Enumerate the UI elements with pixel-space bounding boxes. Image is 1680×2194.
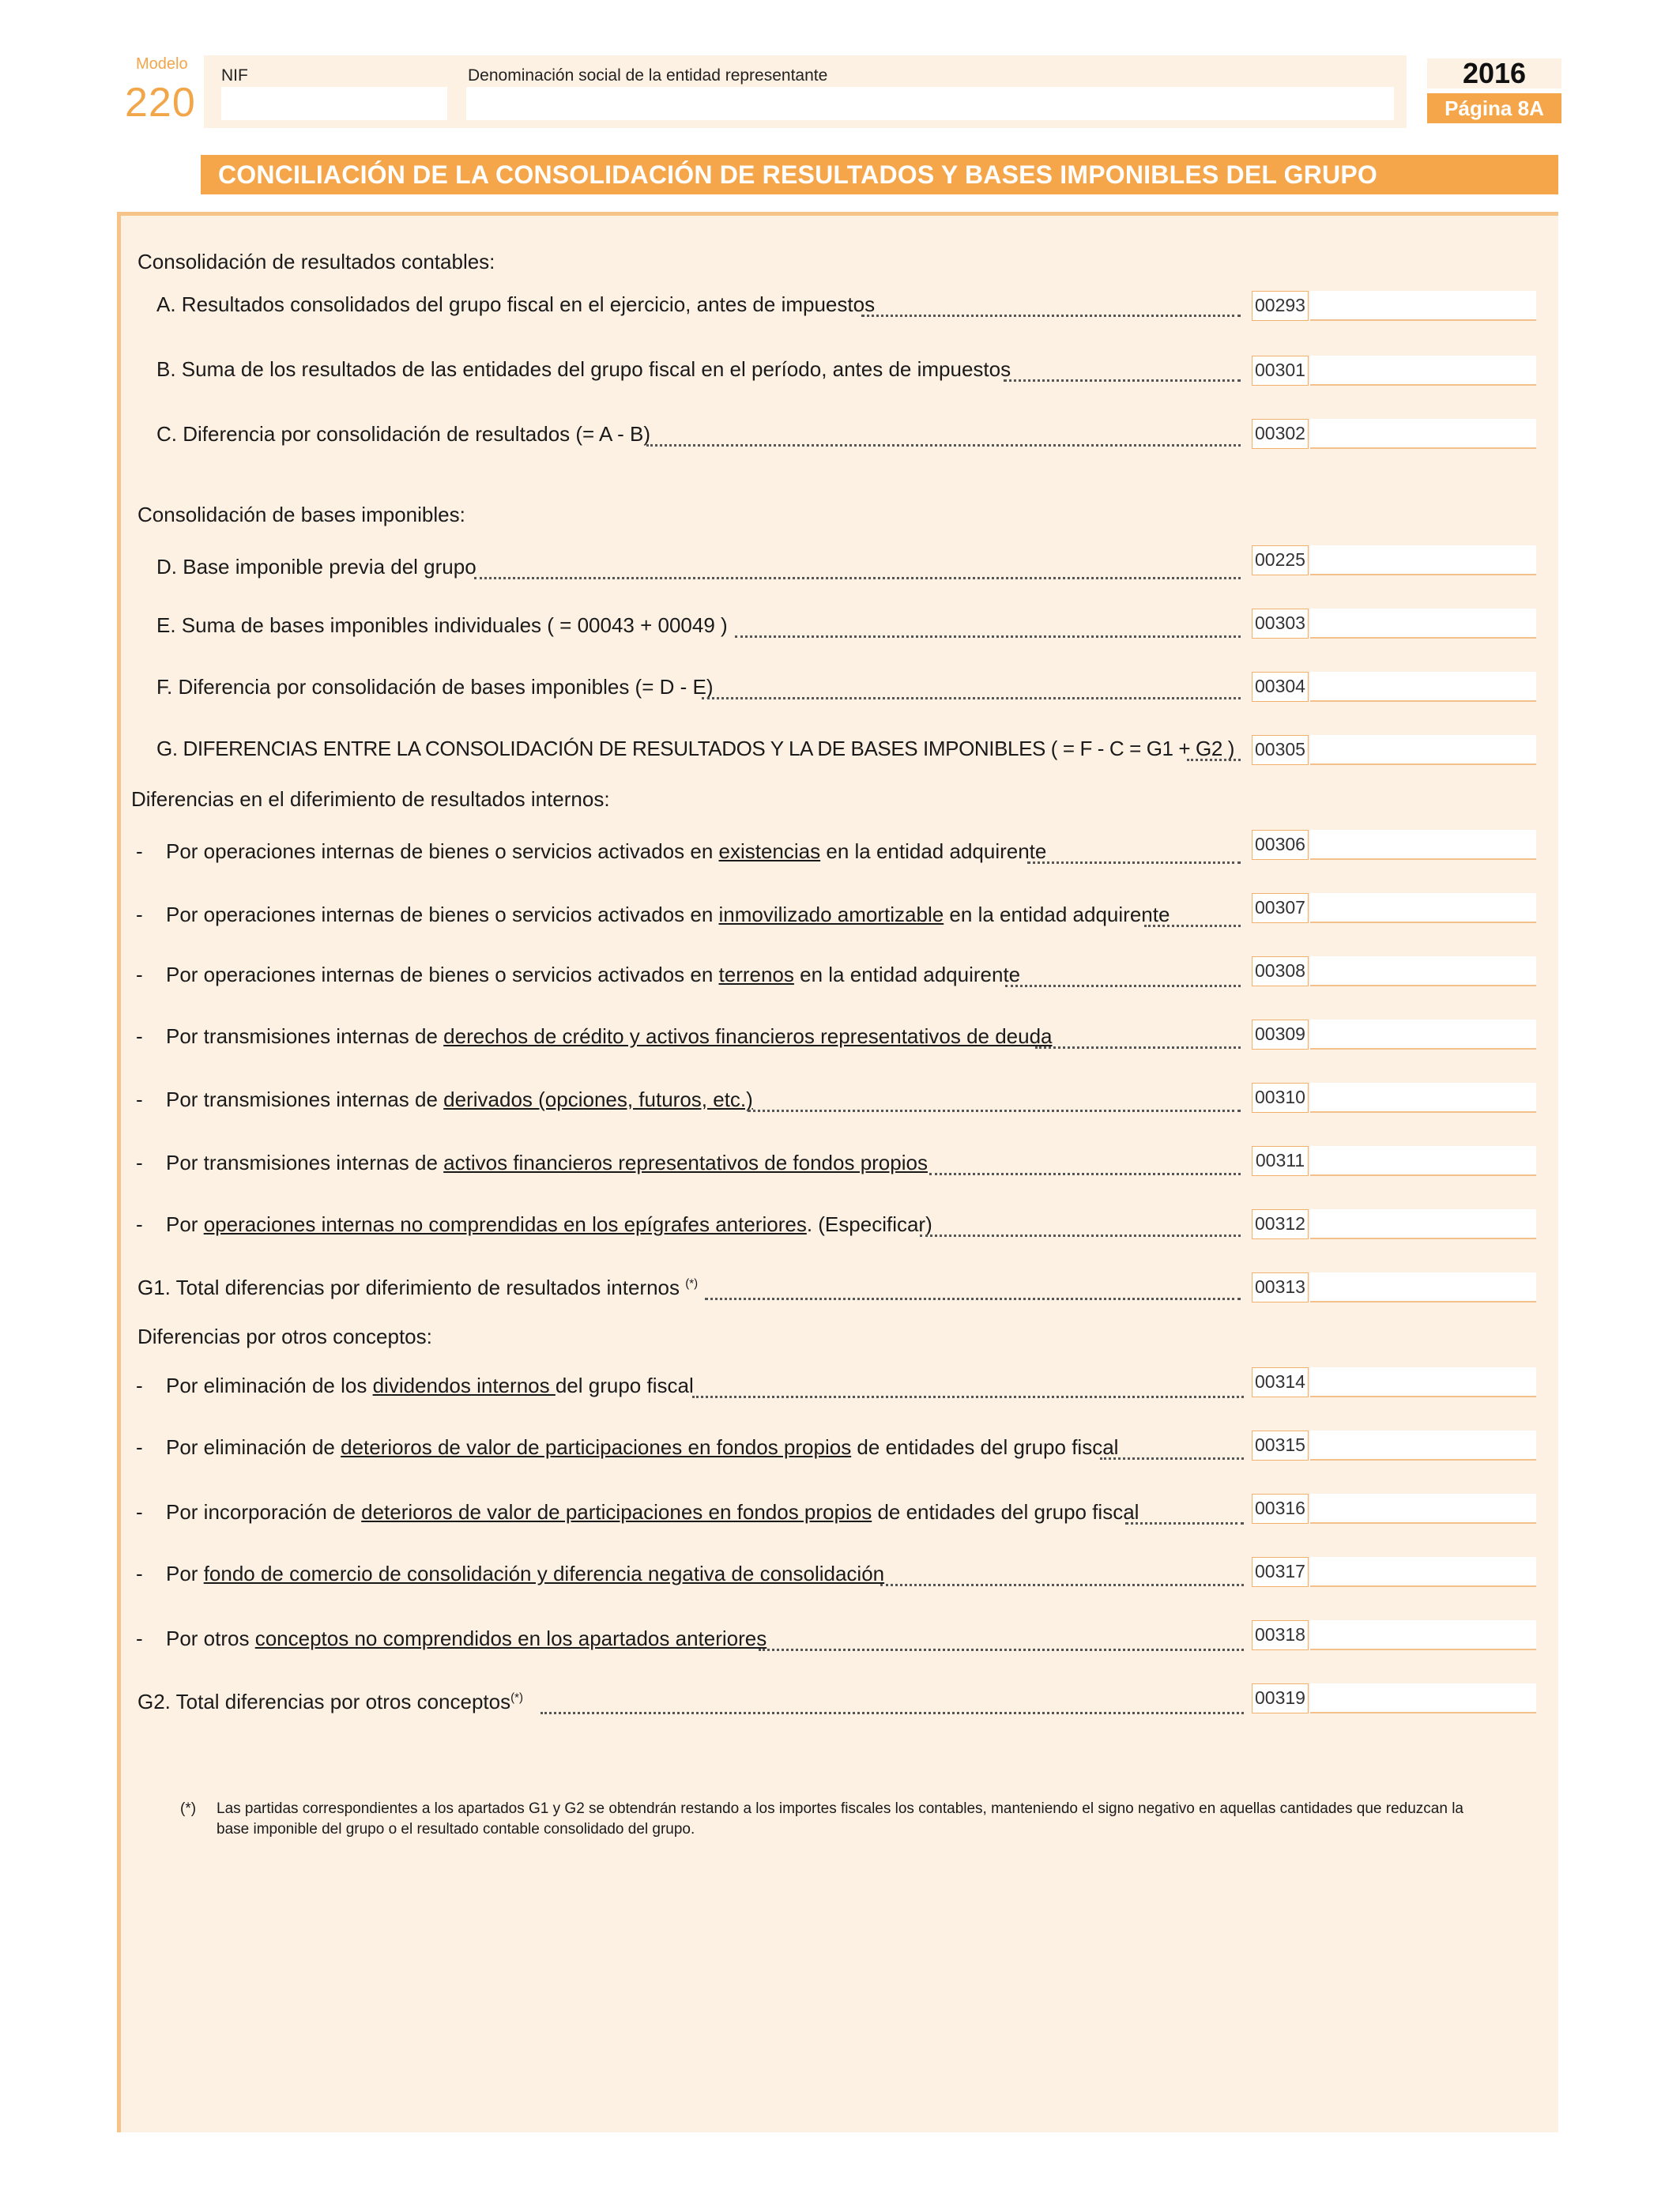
leader-dots bbox=[474, 574, 1241, 579]
code-box: 00293 bbox=[1252, 291, 1309, 321]
modelo-number: 220 bbox=[125, 80, 196, 126]
code-box: 00302 bbox=[1252, 419, 1309, 449]
section-resultados: Consolidación de resultados contables: bbox=[137, 250, 495, 273]
code-box: 00304 bbox=[1252, 672, 1309, 702]
leader-dots bbox=[1144, 922, 1241, 927]
code-box: 00225 bbox=[1252, 545, 1309, 575]
dash: - bbox=[136, 1435, 143, 1459]
row-label: Por operaciones internas de bienes o servicios activados en inmovilizado amortizable en la entidad adquirente bbox=[166, 903, 1170, 926]
footnote-line-2: base imponible del grupo o el resultado contable consolidado del grupo. bbox=[217, 1821, 695, 1838]
row-label: Por eliminación de deterioros de valor de participaciones en fondos propios de entidades del grupo fiscal bbox=[166, 1435, 1119, 1459]
row-label: Por operaciones internas de bienes o servicios activados en terrenos en la entidad adquirente bbox=[166, 963, 1021, 986]
row-label: G. DIFERENCIAS ENTRE LA CONSOLIDACIÓN DE RESULTADOS Y LA DE BASES IMPONIBLES ( = F - C = G1 + G2 ) bbox=[156, 737, 1234, 760]
nif-label: NIF bbox=[221, 66, 248, 85]
row-label: Por eliminación de los dividendos internos del grupo fiscal bbox=[166, 1374, 694, 1397]
dash: - bbox=[136, 1212, 143, 1236]
amount-field[interactable] bbox=[1310, 1620, 1536, 1650]
code-box: 00315 bbox=[1252, 1431, 1309, 1461]
dash: - bbox=[136, 1562, 143, 1585]
leader-dots bbox=[929, 1170, 1241, 1175]
amount-field[interactable] bbox=[1310, 956, 1536, 986]
dash: - bbox=[136, 1024, 143, 1048]
code-box: 00301 bbox=[1252, 356, 1309, 386]
leader-dots bbox=[735, 632, 1241, 638]
leader-dots bbox=[692, 1393, 1244, 1398]
amount-field[interactable] bbox=[1310, 672, 1536, 702]
amount-field[interactable] bbox=[1310, 1083, 1536, 1113]
dash: - bbox=[136, 1151, 143, 1174]
dash: - bbox=[136, 1500, 143, 1524]
year-badge: 2016 bbox=[1427, 58, 1561, 89]
amount-field[interactable] bbox=[1310, 735, 1536, 765]
amount-field[interactable] bbox=[1310, 893, 1536, 923]
amount-field[interactable] bbox=[1310, 1367, 1536, 1397]
leader-dots bbox=[1035, 1043, 1241, 1049]
amount-field[interactable] bbox=[1310, 545, 1536, 575]
amount-field[interactable] bbox=[1310, 419, 1536, 449]
section-otros: Diferencias por otros conceptos: bbox=[137, 1325, 432, 1348]
amount-field[interactable] bbox=[1310, 1431, 1536, 1461]
amount-field[interactable] bbox=[1310, 609, 1536, 639]
leader-dots bbox=[1125, 1519, 1244, 1525]
row-label: Por incorporación de deterioros de valor de participaciones en fondos propios de entidades del grupo fiscal bbox=[166, 1500, 1139, 1524]
amount-field[interactable] bbox=[1310, 356, 1536, 386]
amount-field[interactable] bbox=[1310, 1557, 1536, 1587]
denominacion-input[interactable] bbox=[466, 87, 1394, 120]
amount-field[interactable] bbox=[1310, 1494, 1536, 1524]
code-box: 00310 bbox=[1252, 1083, 1309, 1113]
amount-field[interactable] bbox=[1310, 291, 1536, 321]
leader-dots bbox=[748, 1106, 1241, 1112]
code-box: 00317 bbox=[1252, 1557, 1309, 1587]
leader-dots bbox=[1004, 376, 1241, 382]
row-label: G2. Total diferencias por otros conceptos(*) bbox=[137, 1690, 523, 1713]
amount-field[interactable] bbox=[1310, 830, 1536, 860]
dash: - bbox=[136, 839, 143, 863]
code-box: 00308 bbox=[1252, 956, 1309, 986]
row-label: B. Suma de los resultados de las entidades del grupo fiscal en el período, antes de impuestos bbox=[156, 357, 1011, 381]
leader-dots bbox=[646, 441, 1241, 447]
code-box: 00318 bbox=[1252, 1620, 1309, 1650]
leader-dots bbox=[541, 1709, 1244, 1714]
leader-dots bbox=[1027, 858, 1241, 864]
footnote-line-1: Las partidas correspondientes a los apartados G1 y G2 se obtendrán restando a los importes fiscales los contables, manteniendo el signo negativo en aquellas cantidades que reduzcan la bbox=[217, 1800, 1463, 1817]
amount-field[interactable] bbox=[1310, 1146, 1536, 1176]
page-badge: Página 8A bbox=[1427, 93, 1561, 123]
code-box: 00314 bbox=[1252, 1367, 1309, 1397]
code-box: 00316 bbox=[1252, 1494, 1309, 1524]
row-label: Por operaciones internas no comprendidas en los epígrafes anteriores. (Especificar) bbox=[166, 1212, 932, 1236]
denominacion-label: Denominación social de la entidad representante bbox=[468, 66, 828, 85]
leader-dots bbox=[1005, 982, 1241, 987]
nif-input[interactable] bbox=[221, 87, 447, 120]
dash: - bbox=[136, 1088, 143, 1111]
row-label: C. Diferencia por consolidación de resultados (= A - B) bbox=[156, 422, 651, 446]
dash: - bbox=[136, 1374, 143, 1397]
leader-dots bbox=[920, 1231, 1241, 1237]
footnote-text bbox=[217, 1799, 1481, 1840]
amount-field[interactable] bbox=[1310, 1020, 1536, 1050]
row-label: G1. Total diferencias por diferimiento de resultados internos (*) bbox=[137, 1276, 699, 1299]
code-box: 00313 bbox=[1252, 1272, 1309, 1302]
footnote-marker: (*) bbox=[180, 1800, 197, 1817]
amount-field[interactable] bbox=[1310, 1209, 1536, 1239]
leader-dots bbox=[759, 1646, 1244, 1651]
row-label: Por transmisiones internas de derivados (opciones, futuros, etc.) bbox=[166, 1088, 753, 1111]
page-title: CONCILIACIÓN DE LA CONSOLIDACIÓN DE RESULTADOS Y BASES IMPONIBLES DEL GRUPO bbox=[218, 160, 1377, 189]
code-box: 00312 bbox=[1252, 1209, 1309, 1239]
code-box: 00307 bbox=[1252, 893, 1309, 923]
code-box: 00319 bbox=[1252, 1683, 1309, 1713]
leader-dots bbox=[705, 1295, 1241, 1300]
leader-dots bbox=[1100, 1454, 1244, 1460]
row-label: Por otros conceptos no comprendidos en los apartados anteriores bbox=[166, 1627, 767, 1650]
leader-dots bbox=[861, 311, 1241, 317]
row-label: Por transmisiones internas de activos financieros representativos de fondos propios bbox=[166, 1151, 928, 1174]
dash: - bbox=[136, 903, 143, 926]
row-label: A. Resultados consolidados del grupo fiscal en el ejercicio, antes de impuestos bbox=[156, 292, 876, 316]
amount-field[interactable] bbox=[1310, 1272, 1536, 1302]
leader-dots bbox=[1187, 756, 1241, 761]
leader-dots bbox=[880, 1581, 1244, 1586]
section-bases: Consolidación de bases imponibles: bbox=[137, 503, 465, 526]
code-box: 00303 bbox=[1252, 609, 1309, 639]
row-label: Por fondo de comercio de consolidación y diferencia negativa de consolidación bbox=[166, 1562, 885, 1585]
code-box: 00305 bbox=[1252, 735, 1309, 765]
dash: - bbox=[136, 963, 143, 986]
row-label: Por operaciones internas de bienes o servicios activados en existencias en la entidad adquirente bbox=[166, 839, 1047, 863]
code-box: 00311 bbox=[1252, 1146, 1309, 1176]
row-label: D. Base imponible previa del grupo bbox=[156, 555, 477, 579]
amount-field[interactable] bbox=[1310, 1683, 1536, 1713]
row-label: Por transmisiones internas de derechos de crédito y activos financieros representativos de deuda bbox=[166, 1024, 1053, 1048]
row-label: F. Diferencia por consolidación de bases imponibles (= D - E) bbox=[156, 675, 714, 699]
modelo-label: Modelo bbox=[136, 55, 188, 73]
leader-dots bbox=[702, 694, 1241, 699]
row-label: E. Suma de bases imponibles individuales ( = 00043 + 00049 ) bbox=[156, 613, 728, 637]
code-box: 00306 bbox=[1252, 830, 1309, 860]
section-diferimiento: Diferencias en el diferimiento de resultados internos: bbox=[131, 787, 610, 811]
dash: - bbox=[136, 1627, 143, 1650]
code-box: 00309 bbox=[1252, 1020, 1309, 1050]
